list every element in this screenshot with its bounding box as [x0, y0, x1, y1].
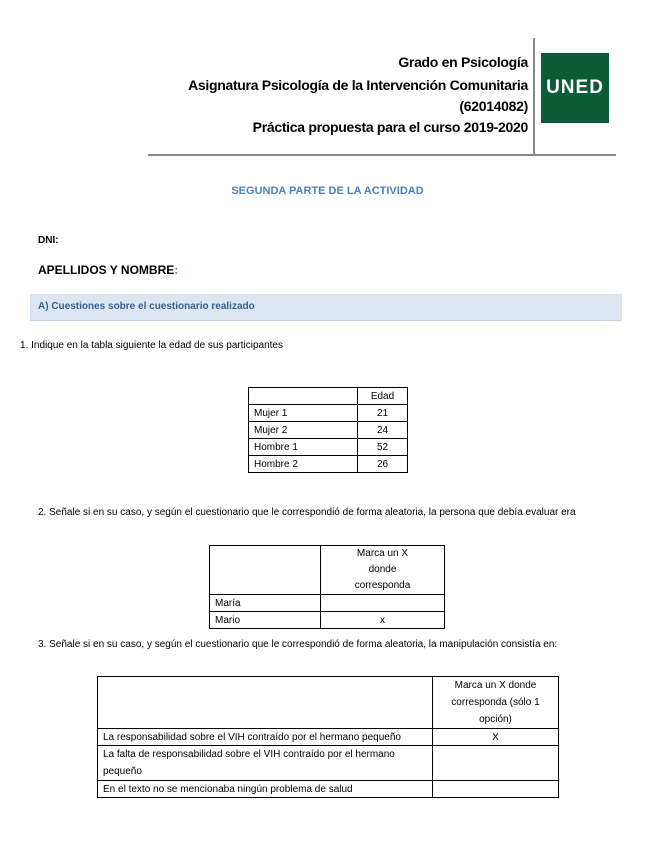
manipulation-option: La falta de responsabilidad sobre el VIH contraído por el hermano pequeño: [98, 746, 433, 781]
header-course: Práctica propuesta para el curso 2019-2020: [252, 119, 528, 135]
question-1: 1. Indique en la tabla siguiente la edad de sus participantes: [20, 340, 283, 351]
mark-cell[interactable]: [433, 746, 559, 781]
participant: Mujer 1: [249, 405, 358, 422]
manipulation-table: [97, 676, 559, 798]
table-row: [98, 729, 559, 746]
header-code: (62014082): [459, 98, 528, 114]
table-row: [249, 405, 408, 422]
table-row: [210, 612, 445, 629]
mark-header: Marca un X donde corresponda: [321, 546, 445, 595]
name-label-text: APELLIDOS Y NOMBRE: [38, 263, 175, 277]
participant: Hombre 2: [249, 456, 358, 473]
ages-table: [248, 387, 408, 473]
table-row: [249, 422, 408, 439]
table-row: [210, 595, 445, 612]
table-row: [249, 456, 408, 473]
person-option: Mario: [210, 612, 321, 629]
uned-logo: UNED: [541, 53, 609, 123]
age-value: 26: [358, 456, 408, 473]
name-label: [38, 263, 178, 277]
section-heading: A) Cuestiones sobre el cuestionario realizado: [38, 301, 255, 312]
person-table: [209, 545, 445, 629]
name-colon: :: [174, 263, 179, 277]
table-row: [98, 746, 559, 781]
table-row: [98, 781, 559, 798]
mark-cell[interactable]: [433, 781, 559, 798]
person-option: María: [210, 595, 321, 612]
question-3: 3. Señale si en su caso, y según el cuestionario que le correspondió de forma aleatoria, la manipulación consistía en:: [38, 639, 558, 650]
question-2: 2. Señale si en su caso, y según el cuestionario que le correspondió de forma aleatoria, la persona que debía evaluar era: [38, 507, 576, 518]
mark-cell[interactable]: x: [321, 612, 445, 629]
empty-cell: [249, 388, 358, 405]
table-row: [249, 439, 408, 456]
participant: Mujer 2: [249, 422, 358, 439]
empty-cell: [210, 546, 321, 595]
participant: Hombre 1: [249, 439, 358, 456]
dni-label: DNI:: [38, 235, 59, 246]
empty-cell: [98, 677, 433, 729]
manipulation-option: En el texto no se mencionaba ningún problema de salud: [98, 781, 433, 798]
mark-header: Marca un X donde corresponda (sólo 1 opción): [433, 677, 559, 729]
age-value: 21: [358, 405, 408, 422]
age-header: Edad: [358, 388, 408, 405]
manipulation-option: La responsabilidad sobre el VIH contraído por el hermano pequeño: [98, 729, 433, 746]
age-value: 52: [358, 439, 408, 456]
mark-cell[interactable]: [321, 595, 445, 612]
section-band: [30, 294, 622, 321]
mark-cell[interactable]: X: [433, 729, 559, 746]
age-value: 24: [358, 422, 408, 439]
header-degree: Grado en Psicología: [398, 54, 528, 70]
activity-title: SEGUNDA PARTE DE LA ACTIVIDAD: [231, 185, 424, 197]
header-subject: Asignatura Psicología de la Intervención Comunitaria: [188, 77, 528, 93]
header-vertical-divider: [533, 38, 535, 156]
header-horizontal-divider: [148, 154, 616, 156]
